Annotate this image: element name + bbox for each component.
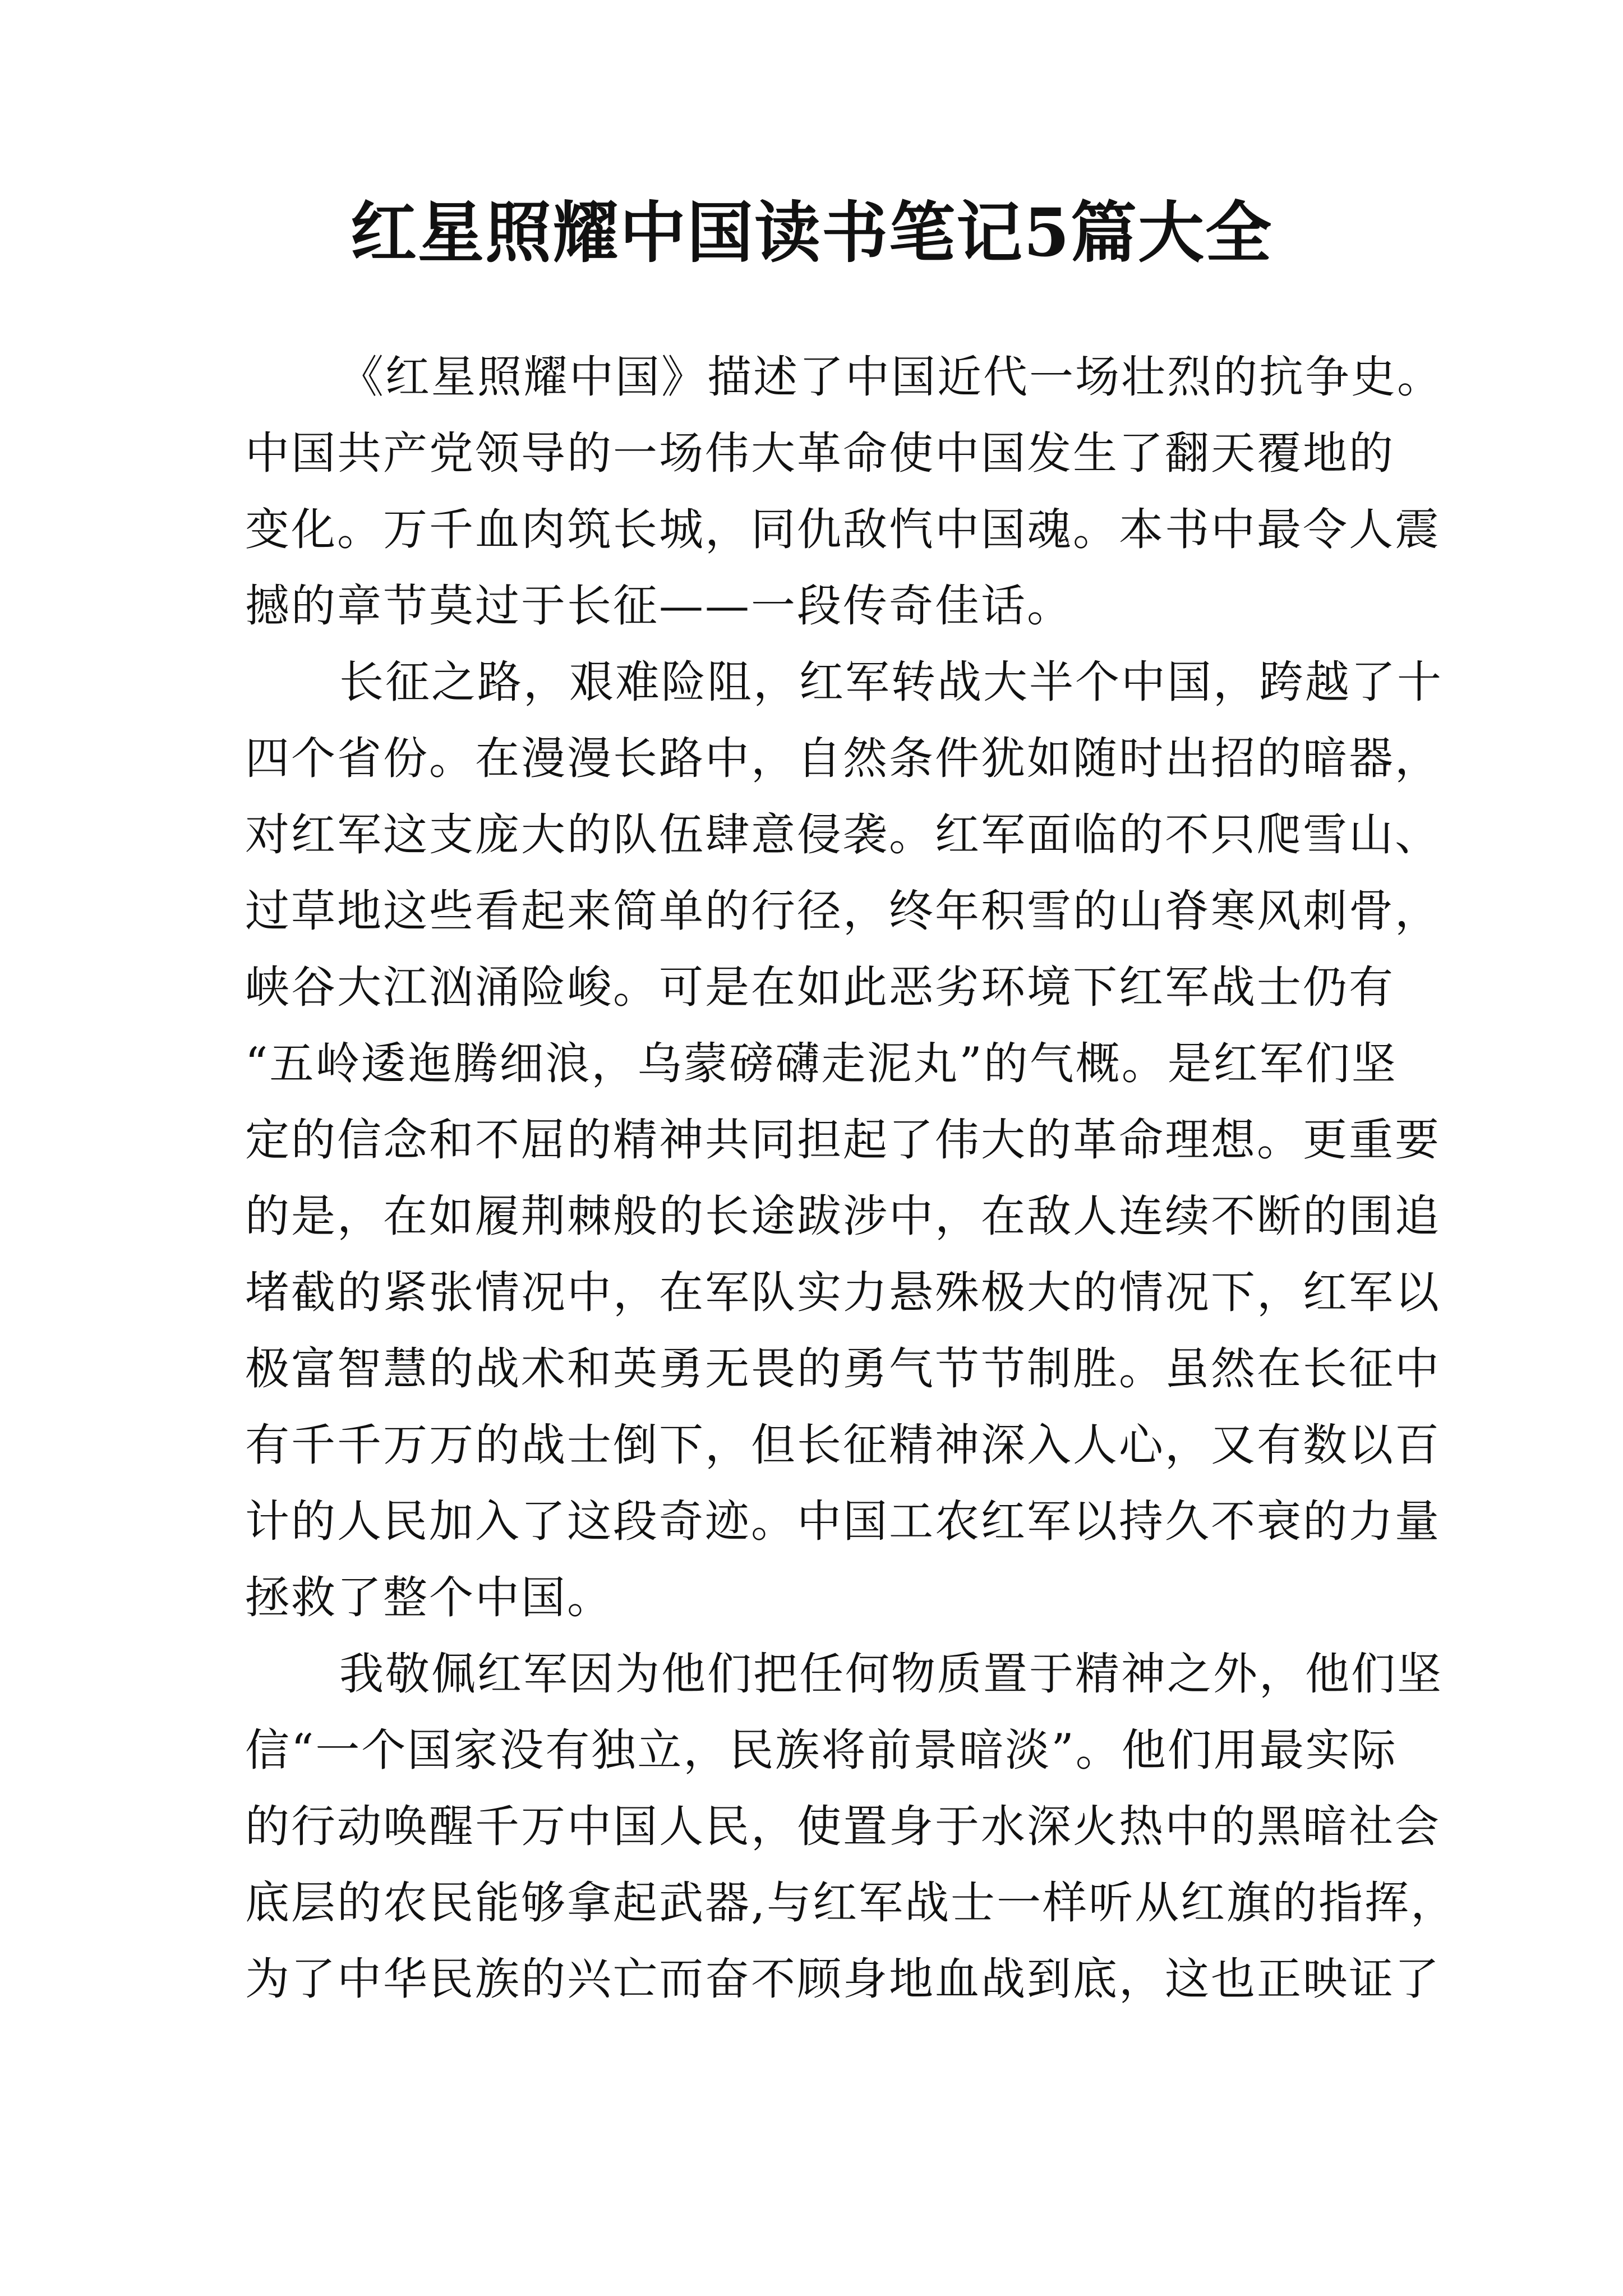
paragraph-line: 峡谷大江汹涌险峻。可是在如此恶劣环境下红军战士仍有: [245, 961, 1395, 1013]
paragraph-line: 极富智慧的战术和英勇无畏的勇气节节制胜。虽然在长征中: [245, 1343, 1441, 1395]
paragraph-line: 中国共产党领导的一场伟大革命使中国发生了翻天覆地的: [245, 427, 1395, 479]
paragraph-line: 定的信念和不屈的精神共同担起了伟大的革命理想。更重要: [245, 1114, 1441, 1166]
paragraph-line: “五岭逶迤腾细浪，乌蒙磅礴走泥丸”的气概。是红军们坚: [245, 1038, 1398, 1089]
paragraph-line: 撼的章节莫过于长征——一段传奇佳话。: [245, 580, 1073, 632]
paragraph-line: 长征之路，艰难险阻，红军转战大半个中国，跨越了十: [339, 656, 1443, 708]
paragraph-line: 拯救了整个中国。: [245, 1572, 613, 1623]
paragraph-line: 为了中华民族的兴亡而奋不顾身地血战到底，这也正映证了: [245, 1953, 1441, 2005]
paragraph-line: 底层的农民能够拿起武器,与红军战士一样听从红旗的指挥，: [245, 1877, 1457, 1929]
paragraph-line: 对红军这支庞大的队伍肆意侵袭。红军面临的不只爬雪山、: [245, 809, 1441, 861]
paragraph-line: 变化。万千血肉筑长城，同仇敌忾中国魂。本书中最令人震: [245, 504, 1441, 555]
document-body: [245, 339, 1457, 2017]
paragraph-line: 过草地这些看起来简单的行径，终年积雪的山脊寒风刺骨，: [245, 885, 1441, 937]
paragraph-line: 堵截的紧张情况中，在军队实力悬殊极大的情况下，红军以: [245, 1267, 1441, 1318]
paragraph-line: 我敬佩红军因为他们把任何物质置于精神之外，他们坚: [339, 1648, 1443, 1700]
document-title: 红星照耀中国读书笔记5篇大全: [350, 194, 1273, 272]
paragraph-line: 的行动唤醒千万中国人民，使置身于水深火热中的黑暗社会: [245, 1801, 1441, 1852]
paragraph-line: 四个省份。在漫漫长路中，自然条件犹如随时出招的暗器，: [245, 733, 1441, 784]
paragraph-line: 信“一个国家没有独立，民族将前景暗淡”。他们用最实际: [245, 1724, 1398, 1776]
paragraph-line: 有千千万万的战士倒下，但长征精神深入人心，又有数以百: [245, 1419, 1441, 1471]
paragraph-line: 的是，在如履荆棘般的长途跋涉中，在敌人连续不断的围追: [245, 1190, 1441, 1242]
paragraph-line: 计的人民加入了这段奇迹。中国工农红军以持久不衰的力量: [245, 1496, 1441, 1547]
paragraph-line: 《红星照耀中国》描述了中国近代一场壮烈的抗争史。: [339, 351, 1443, 403]
